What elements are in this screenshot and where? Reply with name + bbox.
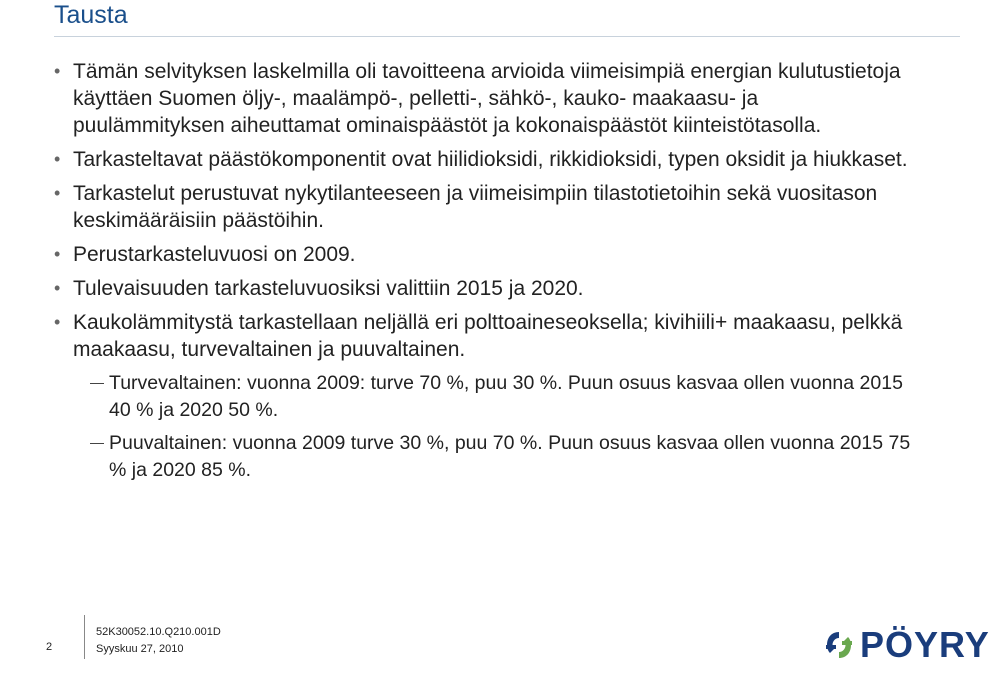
title-divider (54, 36, 960, 37)
dash-icon (90, 443, 104, 444)
bullet-item (52, 58, 912, 139)
bullet-item (52, 275, 912, 302)
footer-divider (84, 615, 85, 659)
sub-bullet-item (52, 430, 912, 484)
bullet-item (52, 146, 912, 173)
page-number: 2 (46, 641, 53, 653)
sub-bullet-text: Turvevaltainen: vuonna 2009: turve 70 %, puu 30 %. Puun osuus kasvaa ollen vuonna 2015 40 % ja 2020 50 %. (109, 372, 903, 421)
bullet-item (52, 309, 912, 363)
slide-title: Tausta (54, 1, 128, 29)
bullet-dot-icon: • (54, 183, 61, 203)
bullet-item (52, 241, 912, 268)
bullet-text: Tarkastelut perustuvat nykytilanteeseen ja viimeisimpiin tilastotietoihin sekä vuositason keskimääräisiin päästöihin. (73, 182, 878, 232)
bullet-text: Kaukolämmitystä tarkastellaan neljällä eri polttoaineseoksella; kivihiili+ maakaasu, pelkkä maakaasu, turvevaltainen ja puuvaltainen. (73, 311, 903, 361)
bullet-dot-icon: • (54, 149, 61, 169)
poyry-logo-mark-icon (824, 630, 854, 660)
dash-icon (90, 383, 104, 384)
bullet-item (52, 180, 912, 234)
document-date: Syyskuu 27, 2010 (96, 643, 184, 655)
logo-text: PÖYRY (860, 624, 990, 665)
bullet-dot-icon: • (54, 278, 61, 298)
slide-content (52, 58, 912, 490)
bullet-dot-icon: • (54, 61, 61, 81)
bullet-text: Tämän selvityksen laskelmilla oli tavoitteena arvioida viimeisimpiä energian kulutustietoja käyttäen Suomen öljy-, maalämpö-, pelletti-, sähkö-, kauko- maakaasu- ja puulämmityksen aiheuttamat ominaispäästöt ja kokonaispäästöt kiinteistötasolla. (73, 60, 901, 137)
bullet-dot-icon: • (54, 312, 61, 332)
bullet-text: Tulevaisuuden tarkasteluvuosiksi valittiin 2015 ja 2020. (73, 277, 584, 300)
bullet-dot-icon: • (54, 244, 61, 264)
bullet-text: Tarkasteltavat päästökomponentit ovat hiilidioksidi, rikkidioksidi, typen oksidit ja hiukkaset. (73, 148, 908, 171)
sub-bullet-text: Puuvaltainen: vuonna 2009 turve 30 %, puu 70 %. Puun osuus kasvaa ollen vuonna 2015 75 % ja 2020 85 %. (109, 432, 911, 481)
document-code: 52K30052.10.Q210.001D (96, 626, 221, 638)
poyry-logo (824, 622, 990, 668)
bullet-text: Perustarkasteluvuosi on 2009. (73, 243, 356, 266)
sub-bullet-item (52, 370, 912, 424)
